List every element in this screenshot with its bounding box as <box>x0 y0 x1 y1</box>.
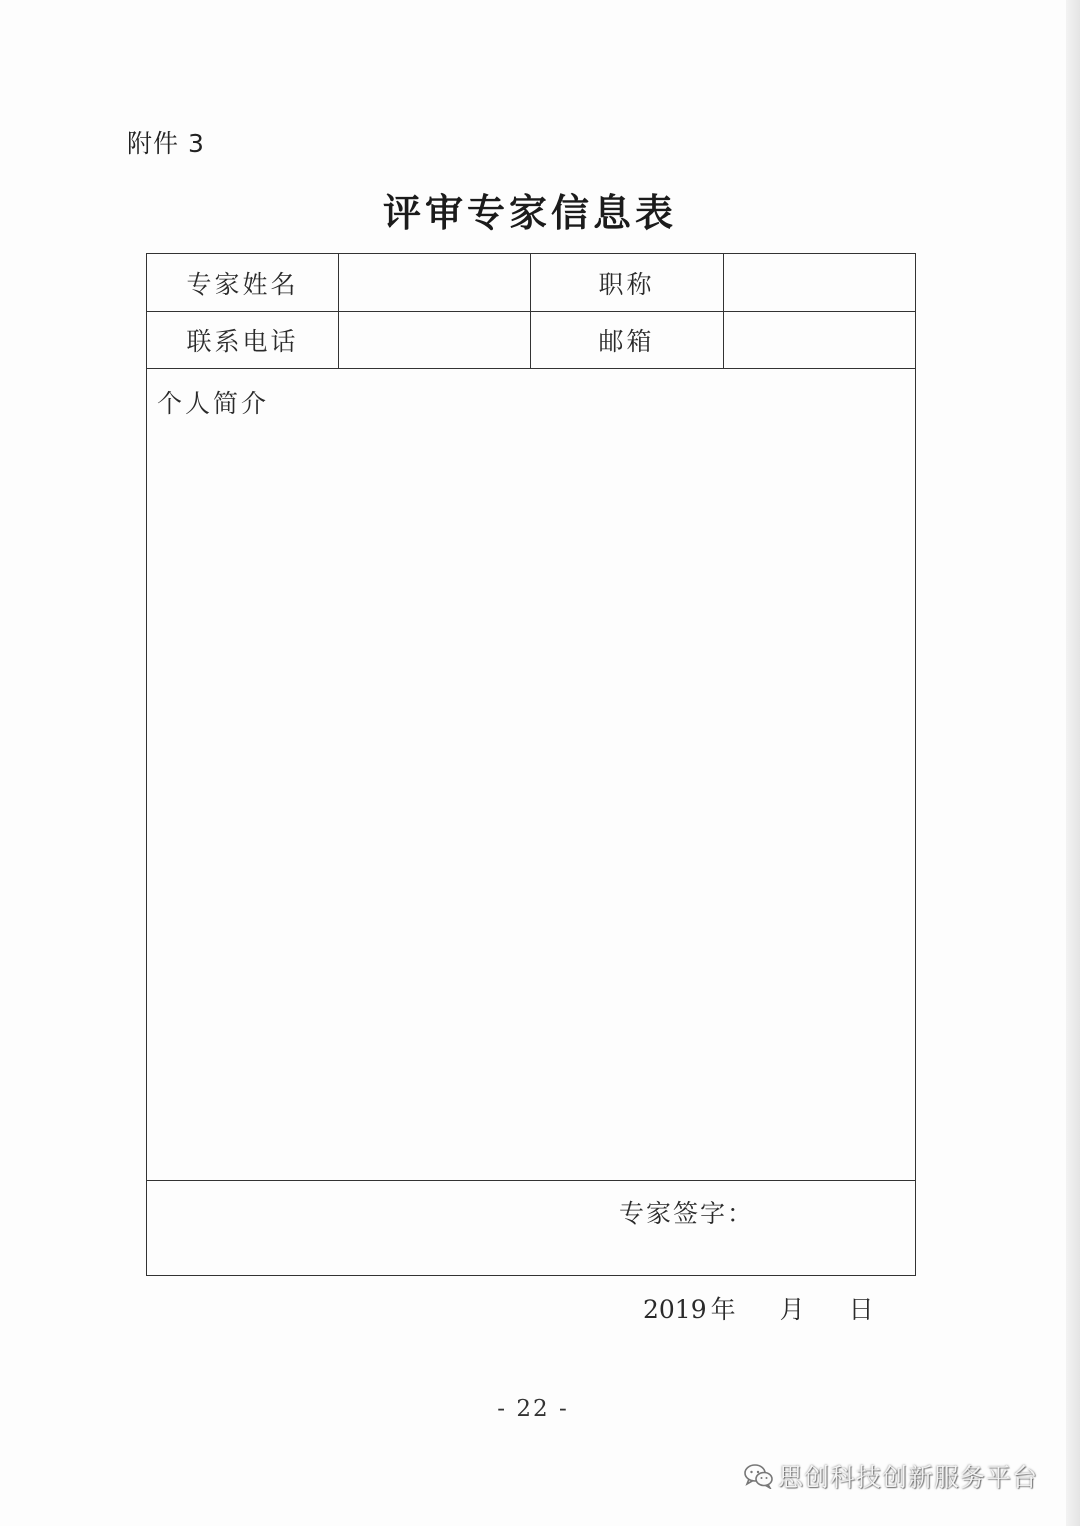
page-number: - 22 - <box>497 1396 569 1422</box>
signature-label: 专家签字： <box>619 1199 755 1228</box>
phone-label: 联系电话 <box>186 326 299 356</box>
email-field[interactable] <box>723 311 914 368</box>
row-divider <box>147 368 915 369</box>
date-day-unit: 日 <box>848 1295 874 1324</box>
expert-info-form <box>146 253 916 1276</box>
date-month-unit: 月 <box>779 1295 805 1324</box>
bio-field[interactable] <box>147 424 914 1174</box>
job-title-label: 职称 <box>598 269 655 299</box>
page-title: 评审专家信息表 <box>382 190 677 235</box>
watermark-text: 思创科技创新服务平台 <box>778 1463 1039 1492</box>
job-title-field[interactable] <box>723 254 914 311</box>
phone-field[interactable] <box>338 311 530 368</box>
expert-name-field[interactable] <box>338 254 530 311</box>
wechat-icon <box>744 1463 774 1489</box>
row-divider <box>147 1180 915 1181</box>
date-line <box>643 1290 874 1326</box>
attachment-label: 附件 3 <box>127 129 205 158</box>
page-edge <box>1066 0 1080 1526</box>
expert-name-label: 专家姓名 <box>186 269 299 299</box>
bio-label: 个人简介 <box>157 389 270 418</box>
watermark <box>744 1458 1038 1494</box>
email-label: 邮箱 <box>598 326 655 356</box>
date-year: 2019 <box>643 1295 707 1324</box>
date-year-unit: 年 <box>710 1295 736 1324</box>
